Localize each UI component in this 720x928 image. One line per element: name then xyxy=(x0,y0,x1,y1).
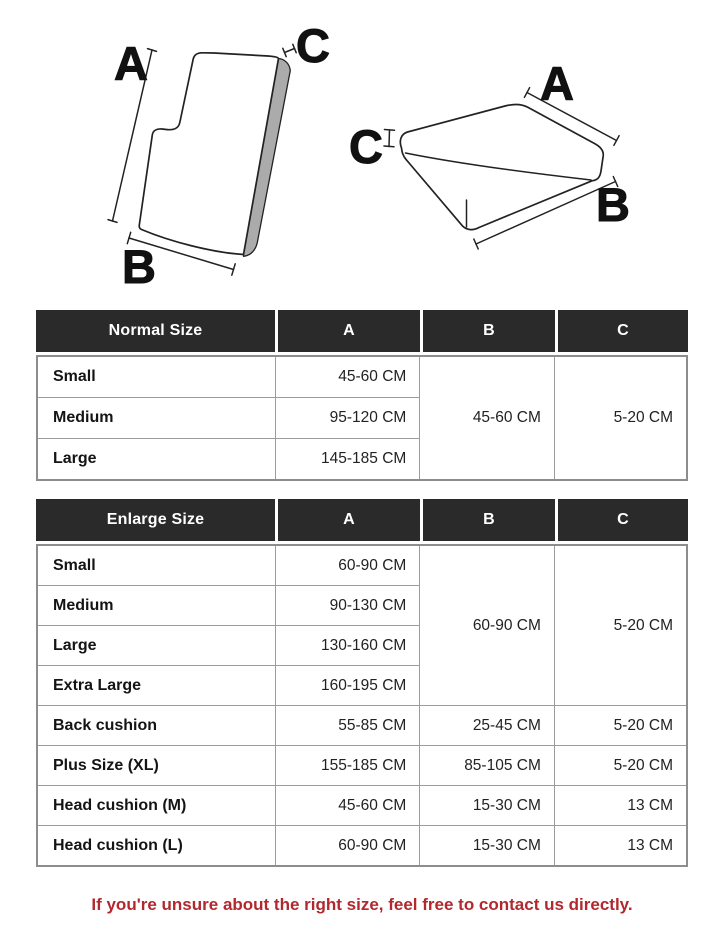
value-b-cell: 25-45 CM xyxy=(420,706,555,746)
size-label-cell: Plus Size (XL) xyxy=(37,746,275,786)
back-cushion-diagram xyxy=(108,19,330,293)
dimension-label-c: C xyxy=(296,19,330,72)
value-a-cell: 45-60 CM xyxy=(275,786,420,826)
size-label-cell: Large xyxy=(37,439,275,481)
table-row xyxy=(37,356,687,398)
value-a-cell: 130-160 CM xyxy=(275,626,420,666)
value-a-cell: 60-90 CM xyxy=(275,826,420,867)
enlarge-size-title: Enlarge Size xyxy=(36,499,275,541)
value-a-cell: 155-185 CM xyxy=(275,746,420,786)
normal-size-title: Normal Size xyxy=(36,310,275,352)
normal-size-table-header xyxy=(36,310,688,352)
value-a-cell: 145-185 CM xyxy=(275,439,420,481)
merged-value-c-cell: 5-20 CM xyxy=(554,356,687,480)
column-header-b: B xyxy=(420,310,555,352)
value-b-cell: 85-105 CM xyxy=(420,746,555,786)
dimension-label-c: C xyxy=(349,120,383,173)
enlarge-size-table xyxy=(36,499,688,867)
table-row xyxy=(37,706,687,746)
column-header-c: C xyxy=(555,310,688,352)
size-diagrams xyxy=(0,0,720,300)
size-label-cell: Head cushion (M) xyxy=(37,786,275,826)
value-c-cell: 5-20 CM xyxy=(554,706,687,746)
contact-note: If you're unsure about the right size, feel free to contact us directly. xyxy=(91,895,633,914)
size-label-cell: Back cushion xyxy=(37,706,275,746)
value-b-cell: 15-30 CM xyxy=(420,826,555,867)
value-a-cell: 60-90 CM xyxy=(275,545,420,586)
value-a-cell: 45-60 CM xyxy=(275,356,420,398)
value-c-cell: 13 CM xyxy=(554,786,687,826)
size-label-cell: Medium xyxy=(37,398,275,439)
size-label-cell: Small xyxy=(37,356,275,398)
dimension-c xyxy=(349,120,394,173)
size-label-cell: Medium xyxy=(37,586,275,626)
seat-cushion-outline xyxy=(400,104,603,229)
column-header-c: C xyxy=(555,499,688,541)
value-a-cell: 95-120 CM xyxy=(275,398,420,439)
value-a-cell: 160-195 CM xyxy=(275,666,420,706)
value-b-cell: 15-30 CM xyxy=(420,786,555,826)
size-label-cell: Small xyxy=(37,545,275,586)
size-label-cell: Large xyxy=(37,626,275,666)
normal-size-table xyxy=(36,310,688,481)
size-label-cell: Extra Large xyxy=(37,666,275,706)
dimension-label-a: A xyxy=(114,37,148,90)
table-row xyxy=(37,786,687,826)
dimension-c xyxy=(283,19,330,72)
merged-value-c-cell: 5-20 CM xyxy=(554,545,687,706)
value-c-cell: 13 CM xyxy=(554,826,687,867)
value-a-cell: 90-130 CM xyxy=(275,586,420,626)
value-a-cell: 55-85 CM xyxy=(275,706,420,746)
table-row xyxy=(37,826,687,867)
dimension-label-a: A xyxy=(540,57,574,110)
column-header-b: B xyxy=(420,499,555,541)
dimension-label-b: B xyxy=(122,240,156,293)
dimension-label-b: B xyxy=(596,178,630,231)
value-c-cell: 5-20 CM xyxy=(554,746,687,786)
table-row xyxy=(37,746,687,786)
table-row xyxy=(37,545,687,586)
seat-cushion-diagram xyxy=(349,57,630,249)
column-header-a: A xyxy=(275,499,420,541)
enlarge-size-table-header xyxy=(36,499,688,541)
size-label-cell: Head cushion (L) xyxy=(37,826,275,867)
column-header-a: A xyxy=(275,310,420,352)
merged-value-b-cell: 60-90 CM xyxy=(420,545,555,706)
merged-value-b-cell: 45-60 CM xyxy=(420,356,555,480)
size-chart-content xyxy=(36,310,688,915)
